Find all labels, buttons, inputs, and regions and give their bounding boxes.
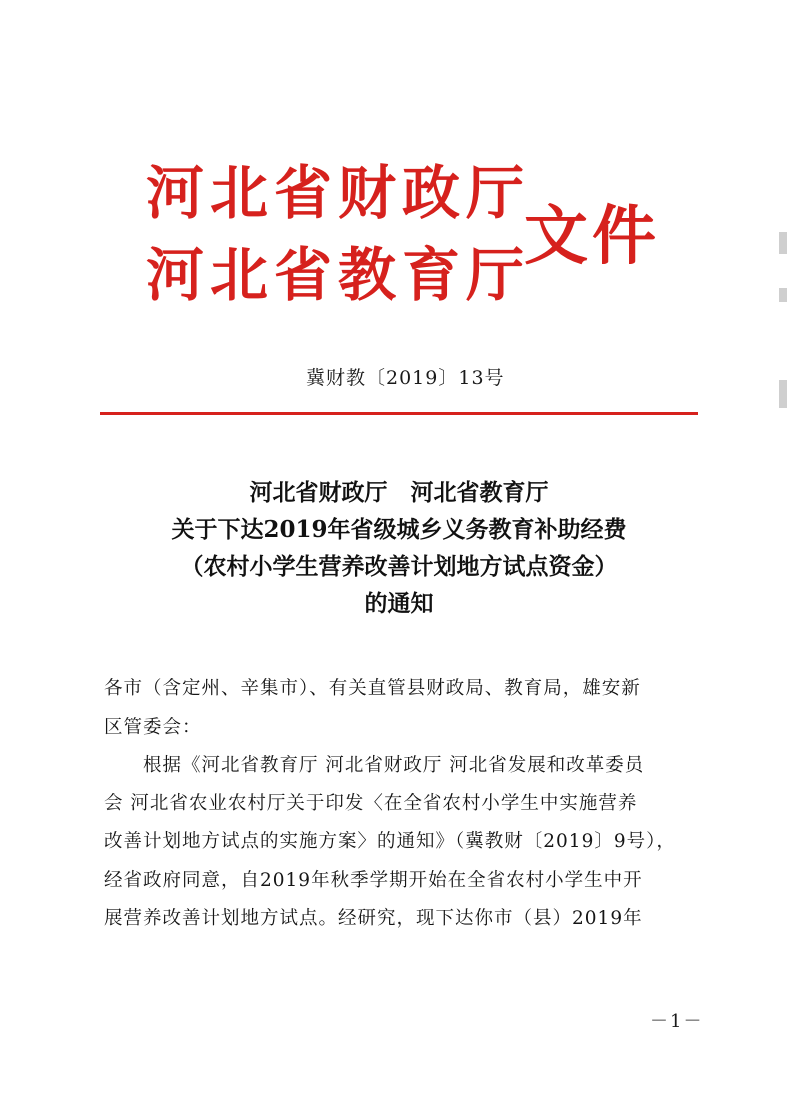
body-line: 会 河北省农业农村厅关于印发〈在全省农村小学生中实施营养 <box>104 793 638 814</box>
letterhead-issuer-education: 河北省教育厅 <box>146 241 531 309</box>
letterhead-issuer-finance: 河北省财政厅 <box>146 159 531 227</box>
title-line-issuers: 河北省财政厅 河北省教育厅 <box>249 479 549 506</box>
title-line-subject: 关于下达2019年省级城乡义务教育补助经费 <box>171 516 627 543</box>
title-line-subject-detail: （农村小学生营养改善计划地方试点资金） <box>180 553 618 580</box>
body-line: 展营养改善计划地方试点。经研究，现下达你市（县）2019年 <box>104 908 643 929</box>
title-line-notice: 的通知 <box>364 590 434 617</box>
scan-edge-mark <box>779 288 787 302</box>
body-line: 各市（含定州、辛集市）、有关直管县财政局、教育局，雄安新 <box>104 678 641 699</box>
letterhead-document-label: 文件 <box>524 200 660 274</box>
body-line: 经省政府同意，自2019年秋季学期开始在全省农村小学生中开 <box>104 870 643 891</box>
scan-edge-mark <box>779 380 787 408</box>
body-line: 区管委会： <box>104 717 202 738</box>
document-number: 冀财教〔2019〕13号 <box>306 367 505 389</box>
body-line: 根据《河北省教育厅 河北省财政厅 河北省发展和改革委员 <box>104 755 645 776</box>
body-line: 改善计划地方试点的实施方案〉的通知》（冀教财〔2019〕9号）， <box>104 831 676 852</box>
scan-edge-mark <box>779 232 787 254</box>
red-divider <box>100 412 698 415</box>
page-number: －1－ <box>650 1011 704 1032</box>
